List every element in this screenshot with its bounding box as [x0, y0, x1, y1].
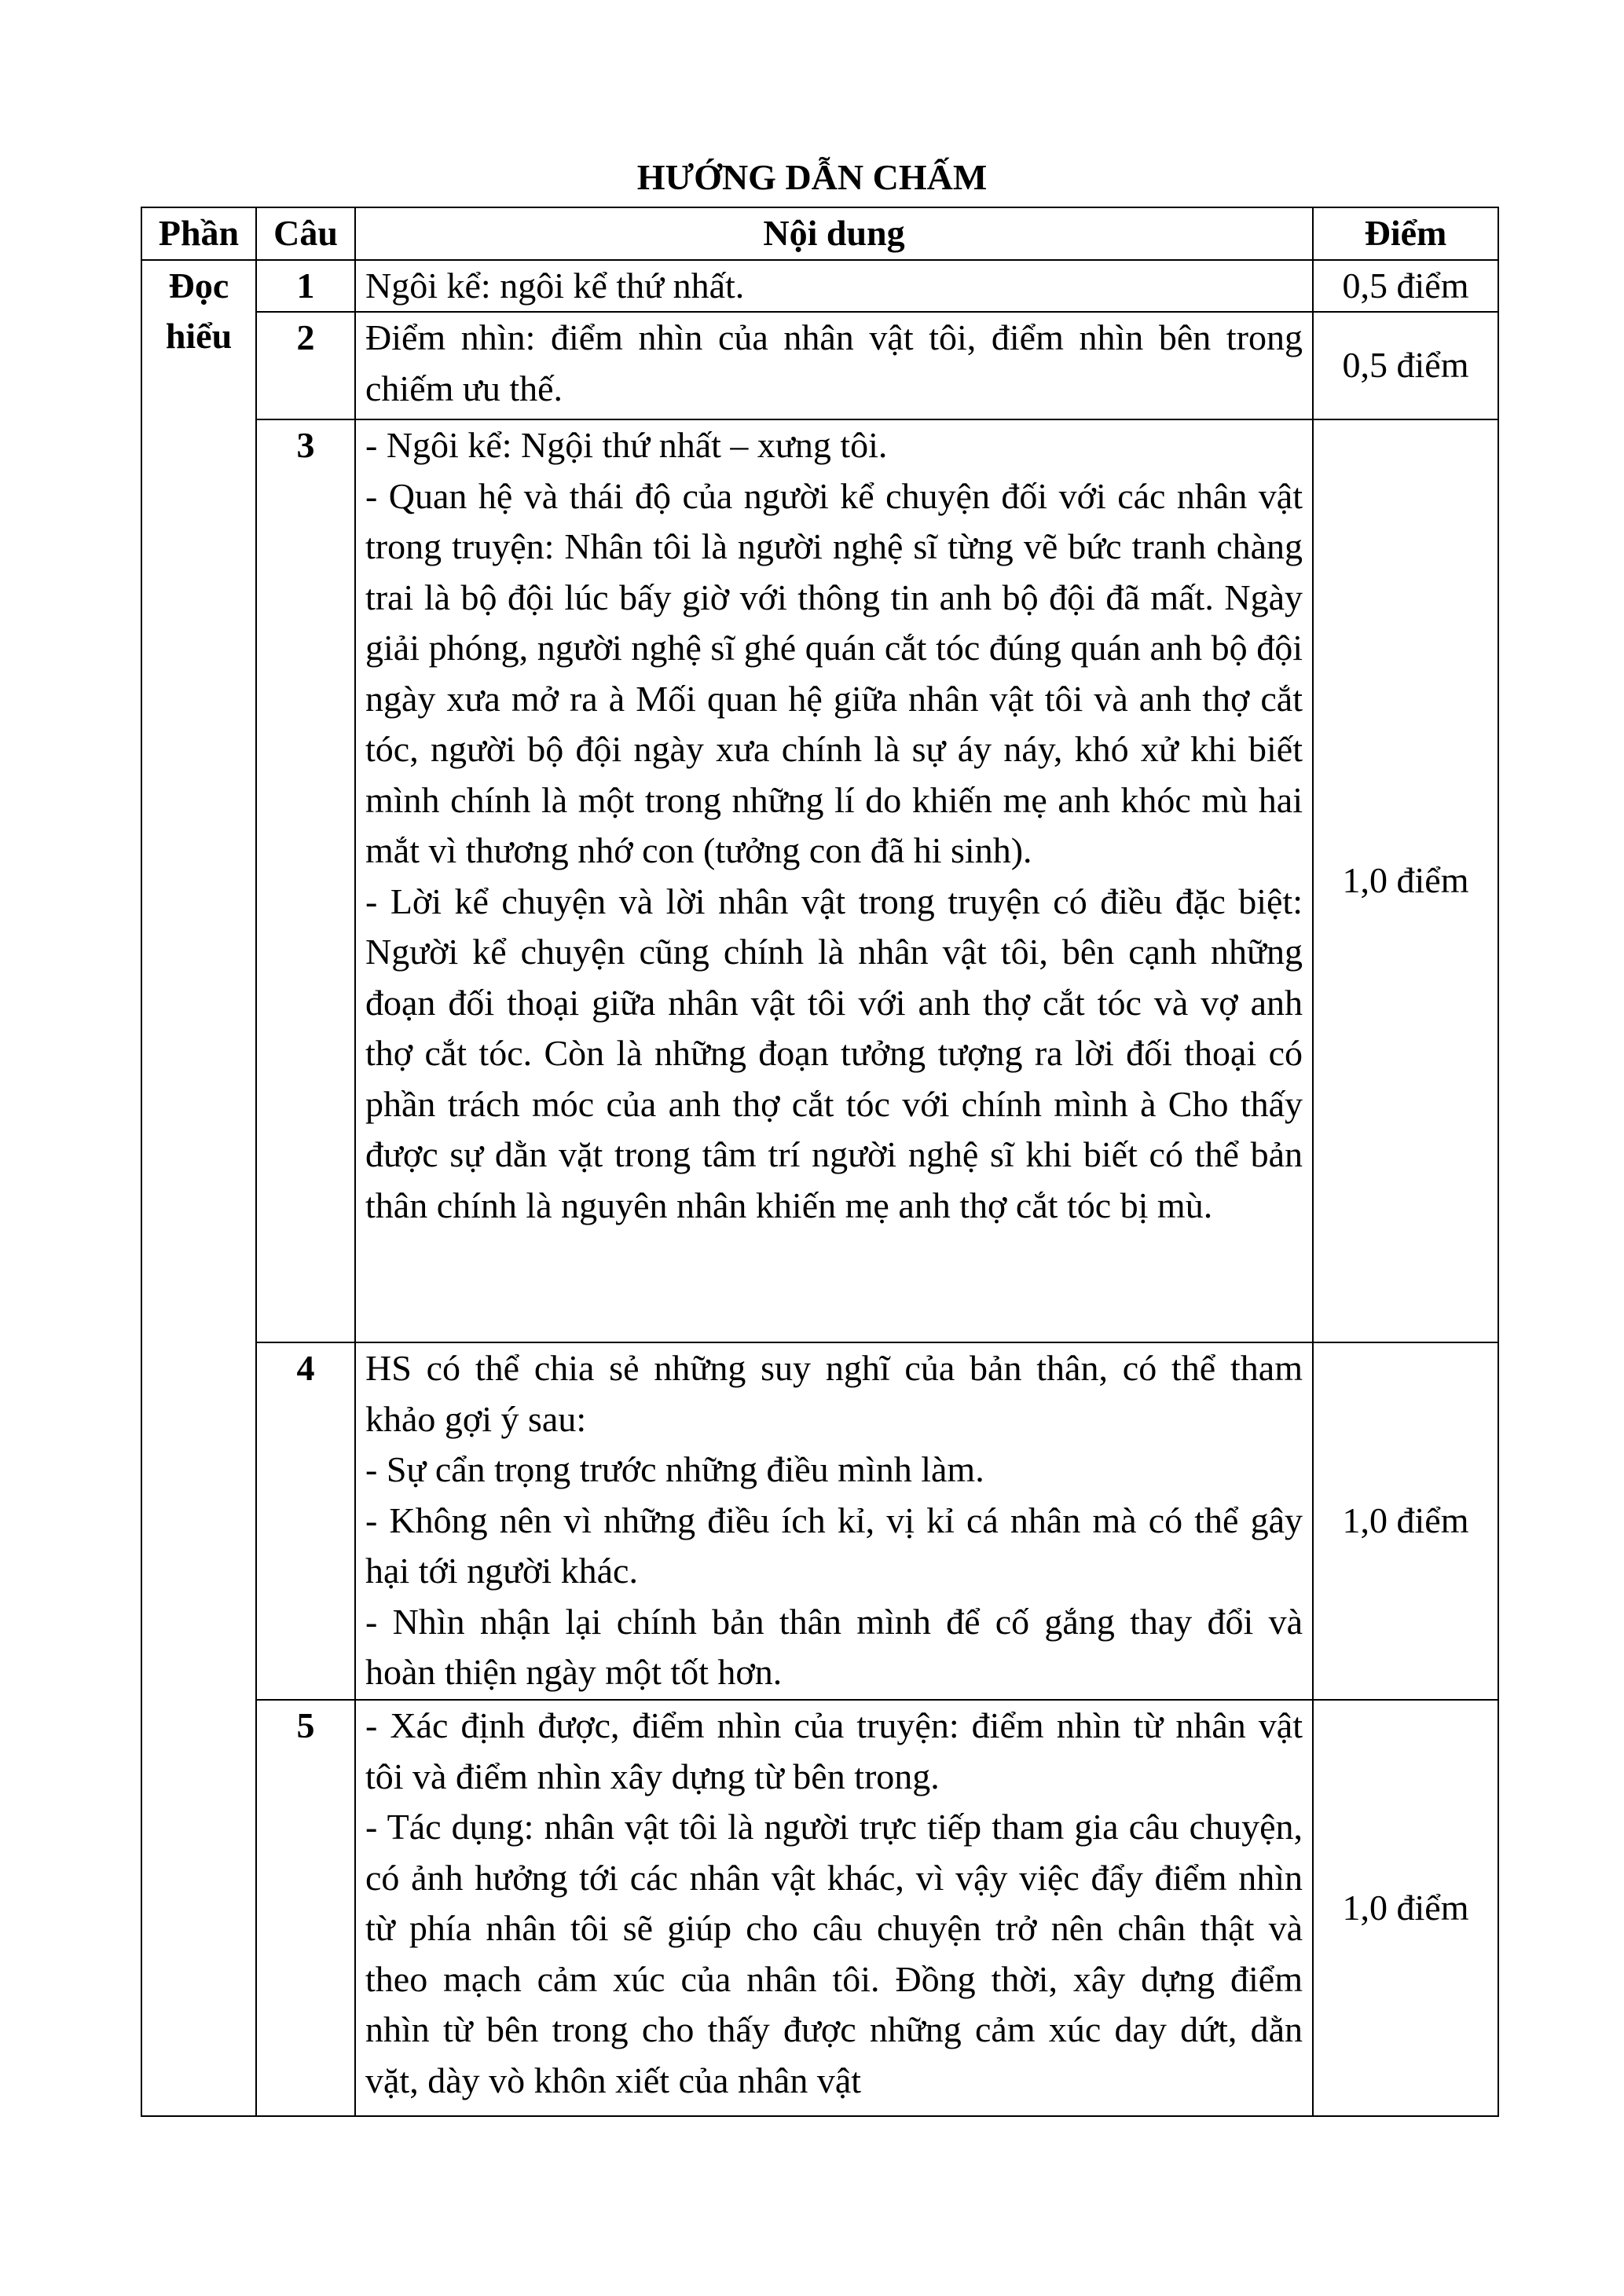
answer-line: - Tác dụng: nhân vật tôi là người trực tiếp tham gia câu chuyện, có ảnh hưởng tới các nhân vật khác, vì vậy việc đẩy điểm nhìn từ phía nhân tôi sẽ giúp cho câu chuyện trở nên chân thật và theo mạch cảm xúc của nhân tôi. Đồng thời, xây dựng điểm nhìn từ bên trong cho thấy được những cảm xúc day dứt, dằn vặt, dày vò khôn xiết của nhân vật [365, 1807, 1303, 2100]
answer-content [355, 312, 1313, 419]
answer-line: - Xác định được, điểm nhìn của truyện: điểm nhìn từ nhân vật tôi và điểm nhìn xây dựng từ bên trong. [365, 1705, 1303, 1796]
answer-line: - Lời kể chuyện và lời nhân vật trong truyện có điều đặc biệt: Người kể chuyện cũng chính là nhân vật tôi, bên cạnh những đoạn đối thoại giữa nhân vật tôi với anh thợ cắt tóc và vợ anh thợ cắt tóc. Còn là những đoạn tưởng tượng ra lời đối thoại có phần trách móc của anh thợ cắt tóc với chính mình à Cho thấy được sự dằn vặt trong tâm trí người nghệ sĩ khi biết có thể bản thân chính là nguyên nhân khiến mẹ anh thợ cắt tóc bị mù. [365, 881, 1303, 1225]
question-number: 1 [256, 260, 355, 313]
answer-line: HS có thể chia sẻ những suy nghĩ của bản thân, có thể tham khảo gợi ý sau: [365, 1348, 1303, 1439]
table-row [141, 1342, 1498, 1700]
answer-content [355, 1342, 1313, 1700]
score: 1,0 điểm [1313, 1700, 1498, 2116]
table-row [141, 1700, 1498, 2116]
table-row [141, 419, 1498, 1342]
score: 1,0 điểm [1313, 419, 1498, 1342]
header-part: Phần [141, 207, 256, 260]
answer-content [355, 419, 1313, 1342]
answer-line: - Nhìn nhận lại chính bản thân mình để cố gắng thay đổi và hoàn thiện ngày một tốt hơn. [365, 1601, 1303, 1692]
answer-line: - Ngôi kể: Ngội thứ nhất – xưng tôi. [365, 425, 888, 465]
answer-content [355, 1700, 1313, 2116]
table-header-row [141, 207, 1498, 260]
header-content: Nội dung [355, 207, 1313, 260]
answer-content [355, 260, 1313, 313]
part-label: Đọc hiểu [141, 260, 256, 2117]
question-number: 4 [256, 1342, 355, 1700]
answer-line: - Sự cẩn trọng trước những điều mình làm. [365, 1449, 984, 1489]
answer-line: Điểm nhìn: điểm nhìn của nhân vật tôi, điểm nhìn bên trong chiếm ưu thế. [365, 317, 1303, 408]
document-title: HƯỚNG DẪN CHẤM [636, 157, 988, 197]
question-number: 2 [256, 312, 355, 419]
answer-line: - Không nên vì những điều ích kỉ, vị kỉ cá nhân mà có thể gây hại tới người khác. [365, 1500, 1303, 1591]
question-number: 3 [256, 419, 355, 1342]
answer-line: - Quan hệ và thái độ của người kể chuyện đối với các nhân vật trong truyện: Nhân tôi là người nghệ sĩ từng vẽ bức tranh chàng trai là bộ đội lúc bấy giờ với thông tin anh bộ đội đã mất. Ngày giải phóng, người nghệ sĩ ghé quán cắt tóc đúng quán anh bộ đội ngày xưa mở ra à Mối quan hệ giữa nhân vật tôi và anh thợ cắt tóc, người bộ đội ngày xưa chính là sự áy náy, khó xử khi biết mình chính là một trong những lí do khiến mẹ anh khóc mù hai mắt vì thương nhớ con (tưởng con đã hi sinh). [365, 475, 1303, 870]
header-question: Câu [256, 207, 355, 260]
header-score: Điểm [1313, 207, 1498, 260]
grading-table [141, 207, 1499, 2117]
answer-line: Ngôi kể: ngôi kể thứ nhất. [365, 265, 745, 306]
score: 0,5 điểm [1313, 260, 1498, 313]
table-row [141, 260, 1498, 313]
score: 0,5 điểm [1313, 312, 1498, 419]
score: 1,0 điểm [1313, 1342, 1498, 1700]
table-row [141, 312, 1498, 419]
question-number: 5 [256, 1700, 355, 2116]
